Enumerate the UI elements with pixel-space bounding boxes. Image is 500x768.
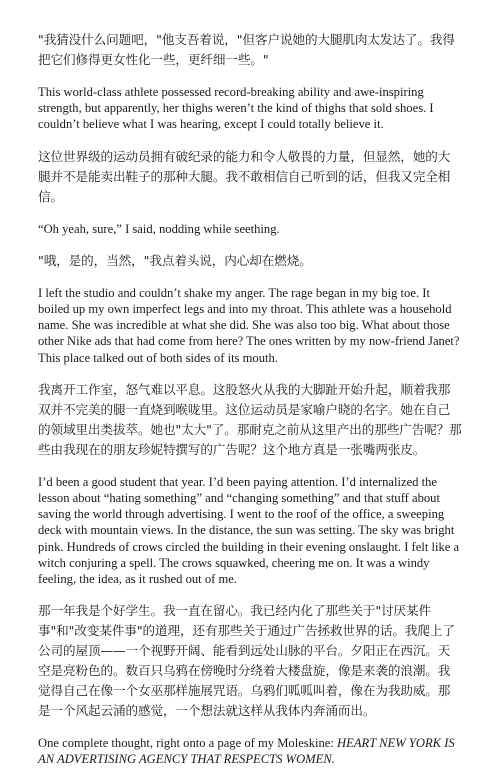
paragraph-en-3: I left the studio and couldn’t shake my anger. The rage began in my big toe. It boiled up my own imperfect legs and into my throat. This athlete was a household name. She was incredible at what she did. She was also too big. What about those other Nike ads that had come from here? The ones written by my now-friend Janet? This place talked out of both sides of its mouth.	[38, 285, 460, 365]
paragraph-en-2: “Oh yeah, sure,” I said, nodding while seething.	[38, 221, 280, 236]
paragraph-en-1: This world-class athlete possessed record-breaking ability and awe-inspiring strength, but apparently, her thighs weren’t the kind of thighs that sold shoes. I couldn’t believe what I was hearing, except I could totally believe it.	[38, 85, 434, 132]
paragraph-zh-1: "我猜没什么问题吧，"他支吾着说，"但客户说她的大腿肌肉太发达了。我得把它们修得更女性化一些，更纤细一些。"	[38, 32, 455, 67]
closing-emphasis: HEART NEW YORK IS AN ADVERTISING AGENCY THAT RESPECTS WOMEN.	[38, 736, 455, 767]
closing-lead: One complete thought, right onto a page of my Moleskine:	[38, 736, 338, 751]
paragraph-zh-2: 这位世界级的运动员拥有破纪录的能力和令人敬畏的力量，但显然，她的大腿并不是能卖出鞋子的那种大腿。我不敢相信自己听到的话，但我又完全相信。	[38, 148, 451, 204]
closing-paragraph	[38, 735, 462, 767]
paragraph-zh-5: 那一年我是个好学生。我一直在留心。我已经内化了那些关于"讨厌某件事"和"改变某件事"的道理，还有那些关于通过广告拯救世界的话。我爬上了公司的屋顶——一个视野开阔、能看到远处山脉的平台。夕阳正在西沉。天空是亮粉色的。数百只乌鸦在傍晚时分绕着大楼盘旋，像是来袭的浪潮。我觉得自己在像一个女巫那样施展咒语。乌鸦们呱呱叫着，像在为我助威。那是一个风起云涌的感觉，一个想法就这样从我体内奔涌而出。	[38, 603, 455, 719]
paragraph-zh-3: "哦，是的，当然，"我点着头说，内心却在燃烧。	[38, 252, 312, 268]
paragraph-zh-4: 我离开工作室，怒气难以平息。这股怒火从我的大脚趾开始升起，顺着我那双并不完美的腿一直烧到喉咙里。这位运动员是家喻户晓的名字。她在自己的领域里出类拔萃。她也"太大"了。那耐克之前从这里产出的那些广告呢？那些由我现在的朋友珍妮特撰写的广告呢？这个地方真是一张嘴两张皮。	[38, 381, 462, 457]
paragraph-en-4: I’d been a good student that year. I’d been paying attention. I’d internalized the lesson about “hating something” and “changing something” and that stuff about saving the world through advertising. I went to the roof of the office, a sweeping deck with mountain views. In the distance, the sun was setting. The sky was bright pink. Hundreds of crows circled the building in their evening onslaught. I felt like a witch conjuring a spell. The crows squawked, cheering me on. It was a windy feeling, the idea, as it rushed out of me.	[38, 474, 460, 587]
